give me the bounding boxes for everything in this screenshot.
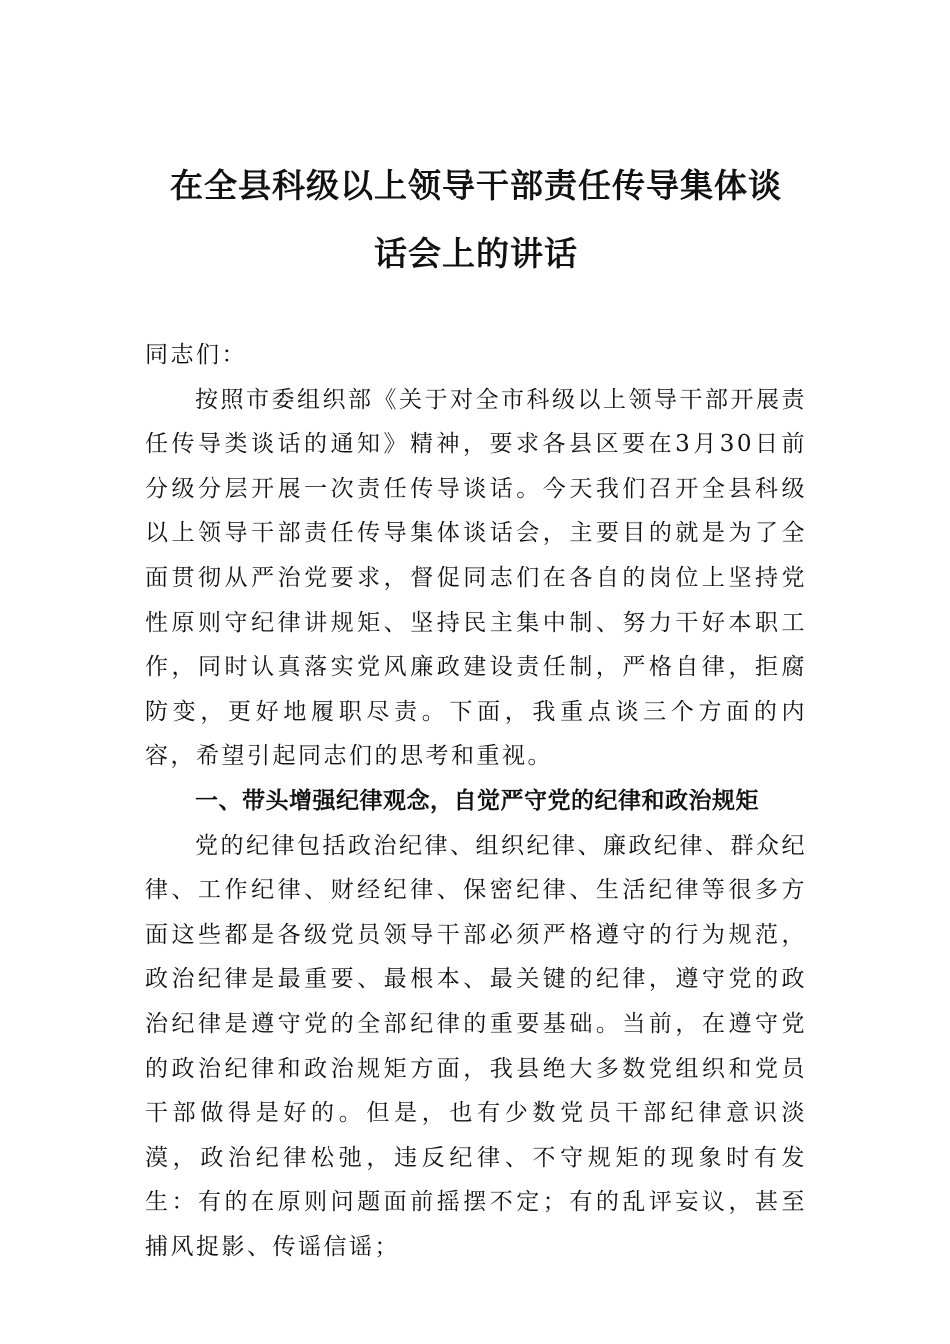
document-title <box>145 152 807 288</box>
salutation: 同志们： <box>145 342 247 368</box>
paragraph-intro: 按照市委组织部《关于对全市科级以上领导干部开展责任传导类谈话的通知》精神，要求各县区要在3月30日前分级分层开展一次责任传导谈话。今天我们召开全县科级以上领导干部责任传导集体谈话会，主要目的就是为了全面贯彻从严治党要求，督促同志们在各自的岗位上坚持党性原则守纪律讲规矩、坚持民主集中制、努力干好本职工作，同时认真落实党风廉政建设责任制，严格自律，拒腐防变，更好地履职尽责。下面，我重点谈三个方面的内容，希望引起同志们的思考和重视。 <box>145 386 807 770</box>
document-body <box>145 333 807 1269</box>
title-line-2: 话会上的讲话 <box>374 234 578 273</box>
title-line-1: 在全县科级以上领导干部责任传导集体谈 <box>170 166 782 205</box>
section-heading-1: 一、带头增强纪律观念，自觉严守党的纪律和政治规矩 <box>195 787 759 814</box>
paragraph-section-1: 党的纪律包括政治纪律、组织纪律、廉政纪律、群众纪律、工作纪律、财经纪律、保密纪律、生活纪律等很多方面这些都是各级党员领导干部必须严格遵守的行为规范，政治纪律是最重要、最根本、最关键的纪律，遵守党的政治纪律是遵守党的全部纪律的重要基础。当前，在遵守党的政治纪律和政治规矩方面，我县绝大多数党组织和党员干部做得是好的。但是，也有少数党员干部纪律意识淡漠，政治纪律松弛，违反纪律、不守规矩的现象时有发生：有的在原则问题面前摇摆不定；有的乱评妄议，甚至捕风捉影、传谣信谣； <box>145 832 807 1260</box>
